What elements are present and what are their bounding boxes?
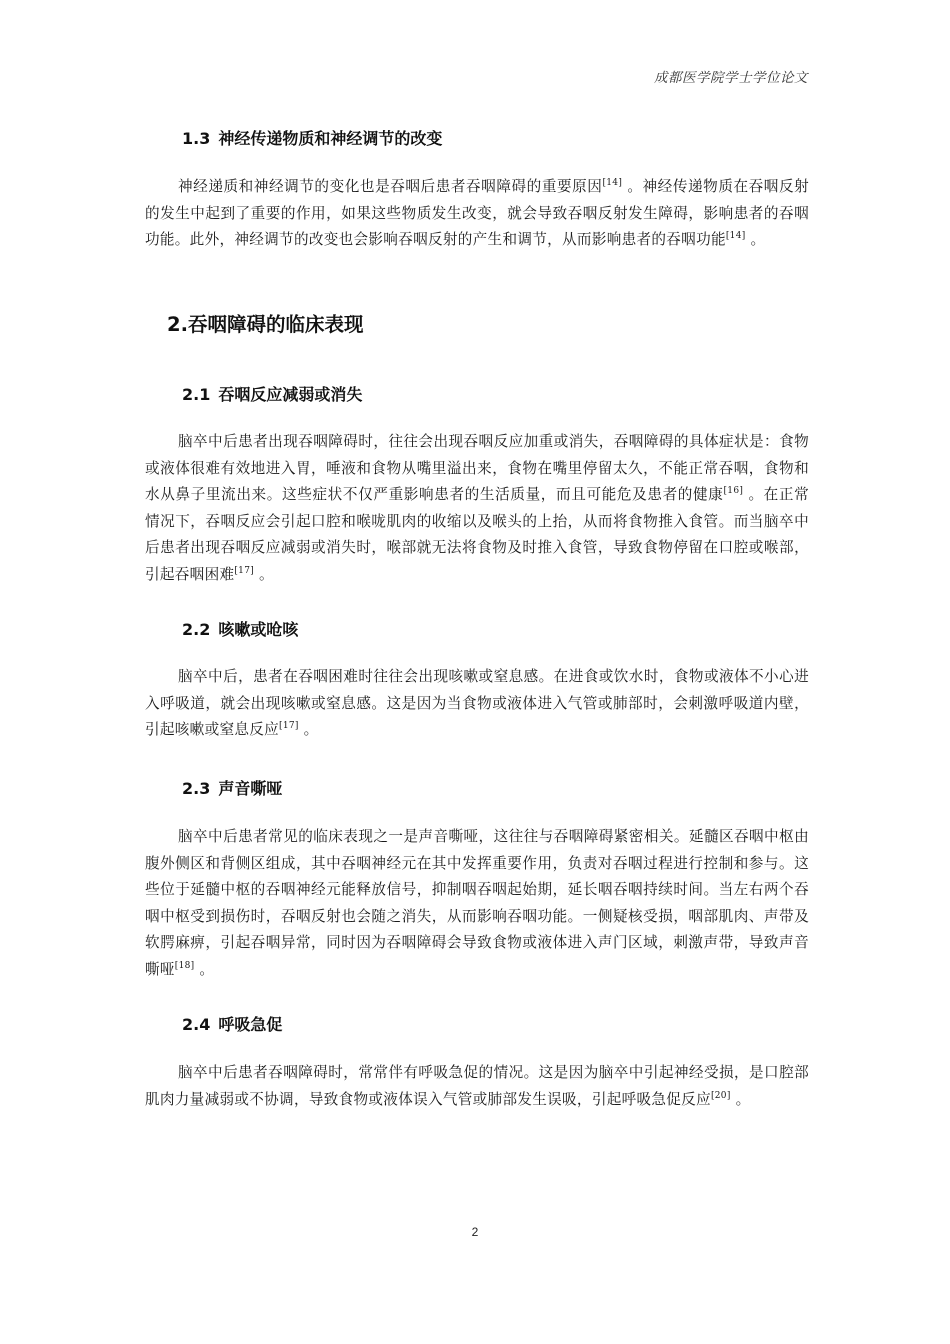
paragraph-text: 。在正常情况下，吞咽反应会引起口腔和喉咙肌肉的收缩以及喉头的上抬，从而将食物推入食管。而当脑卒中后患者出现吞咽反应减弱或消失时，喉部就无法将食物及时推入食管，导致食物停留在口腔或喉部，引起吞咽困难 [145,486,810,583]
paragraph-text: 神经递质和神经调节的变化也是吞咽后患者吞咽障碍的重要原因 [178,178,603,195]
chapter-title: 吞咽障碍的临床表现 [187,313,364,336]
section-title: 神经传递物质和神经调节的改变 [218,129,443,148]
section-title: 声音嘶哑 [218,779,283,798]
paragraph-text: 脑卒中后，患者在吞咽困难时往往会出现咳嗽或窒息感。在进食或饮水时，食物或液体不小心进入呼吸道，就会出现咳嗽或窒息感。这是因为当食物或液体进入气管或肺部时，会刺激呼吸道内壁，引起咳嗽或窒息反应 [145,668,809,738]
page-number: 2 [471,1225,479,1239]
section-number: 1.3 [182,129,211,148]
citation-ref: [18] [174,960,195,971]
section-number: 2.2 [182,620,211,639]
paragraph-2-1 [145,429,809,588]
section-heading-2-2 [182,617,298,640]
section-number: 2.4 [182,1015,211,1034]
chapter-heading-2 [167,309,364,337]
paragraph-text: 。 [745,231,766,248]
section-title: 吞咽反应减弱或消失 [218,385,363,404]
section-title: 呼吸急促 [218,1015,283,1034]
paragraph-text: 。 [194,960,215,978]
running-header: 成都医学院学士学位论文 [654,70,808,86]
section-heading-2-1 [182,382,362,405]
header-rule [145,92,808,93]
citation-ref: [17] [279,721,299,732]
chapter-number: 2. [167,313,188,336]
paragraph-text: 。神经传递物质在吞咽反射的发生中起到了重要的作用，如果这些物质发生改变，就会导致吞咽反射发生障碍，影响患者的吞咽功能。此外，神经调节的改变也会影响吞咽反射的产生和调节，从而影响患者的吞咽功能 [145,178,810,248]
section-heading-2-3 [182,776,282,799]
paragraph-text: 。 [254,565,274,583]
section-number: 2.1 [182,385,211,404]
paragraph-text: 脑卒中后患者出现吞咽障碍时，往往会出现吞咽反应加重或消失，吞咽障碍的具体症状是：食物或液体很难有效地进入胃，唾液和食物从嘴里溢出来，食物在嘴里停留太久，不能正常吞咽，食物和水从鼻子里流出来。这些症状不仅严重影响患者的生活质量，而且可能危及患者的健康 [145,433,809,503]
section-title: 咳嗽或呛咳 [218,620,299,639]
citation-ref: [14] [725,231,746,242]
citation-ref: [17] [234,565,255,576]
section-heading-2-4 [182,1012,282,1035]
paragraph-2-2 [145,664,809,744]
paragraph-2-3 [145,824,809,983]
paragraph-1-3 [145,174,809,254]
section-number: 2.3 [182,779,211,798]
section-heading-1-3 [182,126,442,149]
paragraph-text: 脑卒中后患者常见的临床表现之一是声音嘶哑，这往往与吞咽障碍紧密相关。延髓区吞咽中枢由腹外侧区和背侧区组成，其中吞咽神经元在其中发挥重要作用，负责对吞咽过程进行控制和参与。这些位于延髓中枢的吞咽神经元能释放信号，抑制咽吞咽起始期，延长咽吞咽持续时间。当左右两个吞咽中枢受到损伤时，吞咽反射也会随之消失，从而影响吞咽功能。一侧疑核受损，咽部肌肉、声带及软腭麻痹，引起吞咽异常，同时因为吞咽障碍会导致食物或液体进入声门区域，刺激声带，导致声音嘶哑 [145,828,809,978]
citation-ref: [20] [710,1090,731,1101]
citation-ref: [16] [723,486,744,497]
paragraph-text: 脑卒中后患者吞咽障碍时，常常伴有呼吸急促的情况。这是因为脑卒中引起神经受损，是口腔部肌肉力量减弱或不协调，导致食物或液体误入气管或肺部发生误吸，引起呼吸急促反应 [145,1064,809,1108]
citation-ref: [14] [602,178,623,189]
paragraph-2-4 [145,1060,809,1113]
paragraph-text: 。 [298,721,319,738]
paragraph-text: 。 [730,1090,751,1108]
